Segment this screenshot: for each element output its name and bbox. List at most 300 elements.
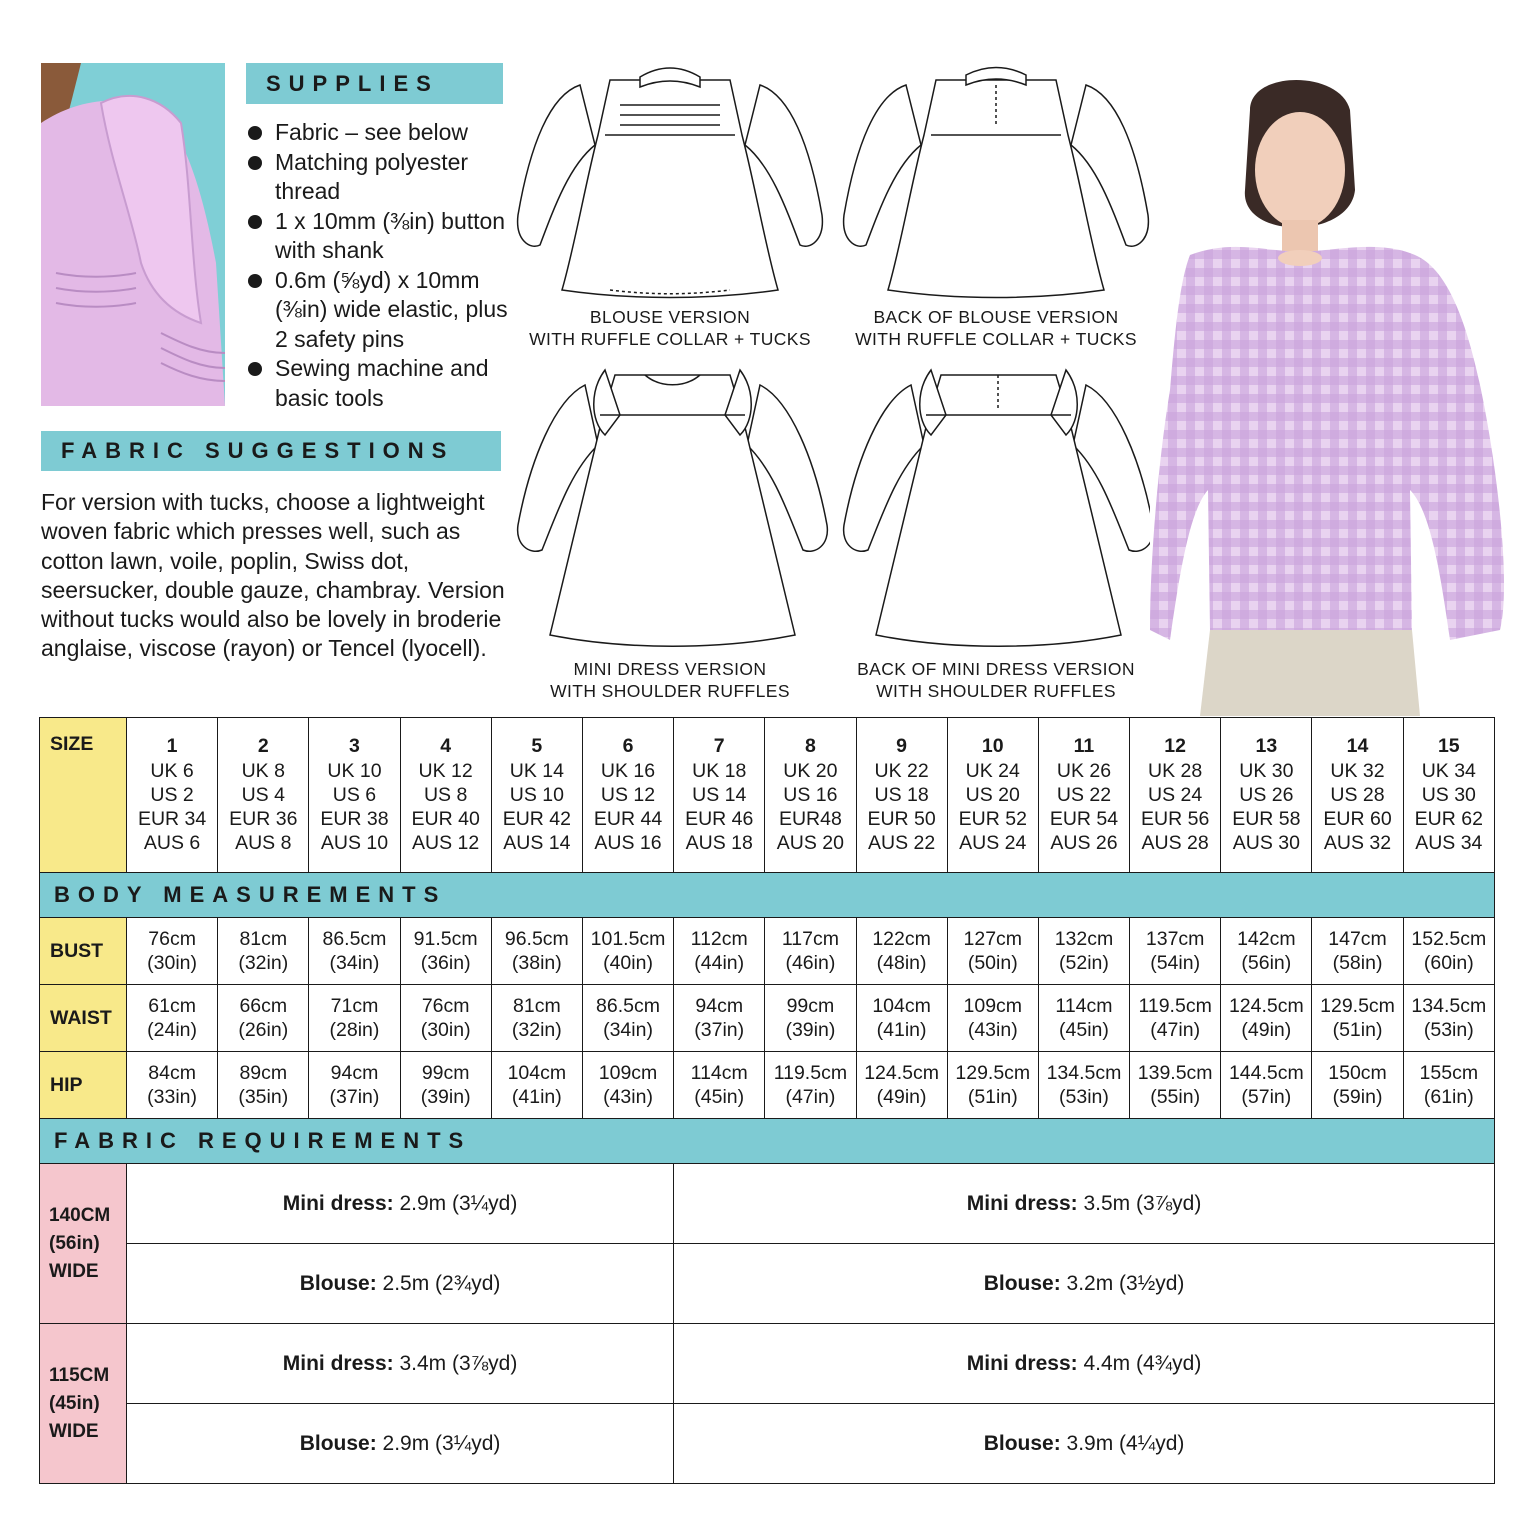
size-us: US 26 [1239,783,1294,806]
requirement-cell [674,1244,1495,1324]
width-label-line: (56in) [49,1232,100,1254]
requirement-label: Blouse: [983,1271,1061,1295]
measurement-cm: 114cm [1055,995,1113,1017]
size-cell [400,718,491,873]
size-eur: EUR 36 [229,808,298,831]
measurement-cell [1221,918,1312,985]
measurement-in: (56in) [1241,952,1292,974]
size-us: US 28 [1330,783,1385,806]
requirement-cell [127,1244,674,1324]
size-us: US 6 [332,783,377,806]
measurement-in: (26in) [238,1019,289,1041]
blouse-back-caption [846,306,1146,350]
measurement-in: (53in) [1423,1019,1474,1041]
measurement-cm: 99cm [421,1062,470,1084]
measurement-cm: 91.5cm [413,928,478,950]
size-uk: UK 14 [509,759,564,782]
size-num: 4 [440,735,452,758]
dress-back-drawing [836,360,1161,660]
width-label-line: WIDE [49,1260,99,1282]
size-cell [1130,718,1221,873]
measurement-in: (47in) [785,1086,836,1108]
size-cell [582,718,673,873]
size-num: 15 [1437,735,1460,758]
measurement-cell [1130,1052,1221,1119]
size-eur: EUR 38 [320,808,389,831]
size-aus: AUS 6 [143,832,201,855]
measurement-cm: 112cm [690,928,748,950]
measurement-cm: 122cm [872,928,931,950]
supplies-heading: SUPPLIES [246,63,503,104]
waist-row [40,985,1495,1052]
size-cell [309,718,400,873]
size-eur: EUR 52 [958,808,1027,831]
size-num: 1 [166,735,178,758]
size-uk: UK 28 [1148,759,1203,782]
measurement-cell [1130,985,1221,1052]
size-aus: AUS 22 [867,832,936,855]
size-cell [765,718,856,873]
measurement-cm: 61cm [148,995,196,1017]
requirement-cell [674,1324,1495,1404]
detail-photo [41,63,225,406]
measurement-cell [1312,985,1403,1052]
size-num: 8 [804,735,816,758]
size-uk: UK 18 [692,759,747,782]
measurement-cm: 81cm [513,995,561,1017]
measurement-cm: 99cm [786,995,835,1017]
measurement-in: (48in) [876,952,927,974]
requirement-value: 3.9m (4¼yd) [1060,1431,1185,1455]
size-cell [674,718,765,873]
size-uk: UK 6 [150,759,194,782]
measurement-in: (24in) [147,1019,198,1041]
requirement-value: 4.4m (4¾yd) [1077,1351,1202,1375]
supply-item: 1 x 10mm (⅜in) button with shank [246,207,516,266]
model-photo [1150,70,1510,716]
size-uk: UK 24 [965,759,1020,782]
size-cell [1221,718,1312,873]
size-num: 6 [622,735,634,758]
measurement-in: (60in) [1423,952,1474,974]
measurement-cm: 127cm [963,928,1023,950]
measurement-cell [218,985,309,1052]
measurement-cm: 119.5cm [1138,995,1212,1017]
measurement-in: (51in) [967,1086,1018,1108]
measurement-cell [1130,918,1221,985]
size-num: 14 [1346,735,1369,758]
size-uk: UK 26 [1056,759,1112,782]
requirement-value: 2.9m (3¼yd) [393,1191,518,1215]
size-cell [127,718,218,873]
measurement-in: (34in) [329,952,380,974]
measurement-cell [218,1052,309,1119]
requirement-label: Mini dress: [282,1351,394,1375]
supply-item: Sewing machine and basic tools [246,354,516,413]
width-label-line: (45in) [49,1392,100,1414]
measurement-cell [400,985,491,1052]
requirement-cell [127,1324,674,1404]
size-cell [218,718,309,873]
size-uk: UK 30 [1239,759,1294,782]
requirement-label: Blouse: [983,1431,1061,1455]
body-measurements-heading: BODY MEASUREMENTS [40,873,1495,918]
size-num: 5 [531,735,543,758]
size-aus: AUS 10 [320,832,389,855]
measurement-cell [947,1052,1038,1119]
measurement-cm: 76cm [421,995,470,1017]
size-cell [1403,718,1494,873]
measurement-in: (43in) [967,1019,1018,1041]
measurement-in: (51in) [1332,1019,1383,1041]
size-us: US 30 [1421,783,1476,806]
measurement-cell [491,918,582,985]
caption-line: WITH RUFFLE COLLAR + TUCKS [529,329,811,349]
measurement-in: (30in) [147,952,198,974]
size-aus: AUS 18 [685,832,753,855]
supply-item: Fabric – see below [246,118,516,148]
measurement-cell [947,918,1038,985]
measurement-cell [309,1052,400,1119]
caption-line: BLOUSE VERSION [589,307,751,327]
requirement-row [40,1244,1495,1324]
size-aus: AUS 26 [1050,832,1118,855]
measurement-cell [674,918,765,985]
measurement-in: (58in) [1332,952,1383,974]
measurement-cm: 86.5cm [322,928,387,950]
supply-item: Matching polyester thread [246,148,516,207]
measurement-cm: 114cm [690,1062,748,1084]
requirement-label: Blouse: [299,1271,377,1295]
measurement-in: (30in) [420,1019,471,1041]
blouse-back-drawing [836,65,1156,310]
measurement-in: (37in) [694,1019,745,1041]
measurement-cell [1038,918,1129,985]
requirement-cell [674,1404,1495,1484]
measurement-in: (36in) [420,952,471,974]
measurement-cell [1403,1052,1494,1119]
requirement-value: 3.4m (3⅞yd) [393,1351,518,1375]
caption-line: WITH SHOULDER RUFFLES [876,681,1116,701]
measurement-in: (35in) [238,1086,289,1108]
measurement-cm: 94cm [695,995,744,1017]
size-num: 13 [1255,735,1278,758]
size-us: US 14 [692,783,747,806]
size-eur: EUR 60 [1323,808,1392,831]
measurement-in: (45in) [694,1086,745,1108]
requirement-value: 2.5m (2¾yd) [376,1271,501,1295]
size-uk: UK 8 [241,759,285,782]
measurement-in: (59in) [1332,1086,1383,1108]
fabric-suggestions-text: For version with tucks, choose a lightweight woven fabric which presses well, such as cotton lawn, voile, poplin, Swiss dot, seersucker, double gauze, chambray. Version without tucks would also be lovely in broderie anglaise, viscose (rayon) or Tencel (lyocell). [41,489,505,662]
size-num: 7 [713,735,725,758]
measurement-in: (54in) [1150,952,1201,974]
size-cell [856,718,947,873]
size-us: US 20 [965,783,1020,806]
size-aus: AUS 34 [1415,832,1483,855]
measurement-in: (33in) [147,1086,198,1108]
measurement-cell [1312,1052,1403,1119]
size-aus: AUS 14 [503,832,571,855]
measurement-in: (61in) [1423,1086,1474,1108]
measurement-in: (49in) [876,1086,927,1108]
detail-photo-image [41,63,225,406]
measurement-in: (57in) [1241,1086,1292,1108]
measurement-cell [765,985,856,1052]
size-eur: EUR 34 [137,808,207,831]
measurement-cm: 152.5cm [1411,928,1487,950]
measurement-cell [127,985,218,1052]
size-chart [39,717,1495,1484]
blouse-front-drawing [510,65,830,310]
measurement-cell [674,985,765,1052]
requirement-value: 3.5m (3⅞yd) [1077,1191,1202,1215]
measurement-cell [400,1052,491,1119]
size-cell [491,718,582,873]
size-us: US 2 [150,783,194,806]
measurement-cell [1403,918,1494,985]
caption-line: MINI DRESS VERSION [573,659,767,679]
width-label-140 [40,1164,127,1324]
requirement-label: Blouse: [299,1431,377,1455]
measurement-cell [582,985,673,1052]
size-aus: AUS 16 [594,832,662,855]
measurement-cm: 147cm [1328,928,1387,950]
measurement-cm: 144.5cm [1228,1062,1304,1084]
size-us: US 10 [509,783,564,806]
measurement-cm: 86.5cm [596,995,660,1017]
measurement-in: (43in) [603,1086,653,1108]
measurement-in: (34in) [603,1019,653,1041]
measurement-cm: 109cm [963,995,1023,1017]
measurement-cm: 150cm [1328,1062,1387,1084]
measurement-in: (37in) [329,1086,380,1108]
measurement-in: (39in) [420,1086,471,1108]
measurement-cm: 84cm [148,1062,196,1084]
size-uk: UK 34 [1421,759,1476,782]
supply-item: 0.6m (⅝yd) x 10mm (⅜in) wide elastic, plus 2 safety pins [246,266,516,355]
size-eur: EUR 44 [593,808,663,831]
measurement-cell [127,1052,218,1119]
measurement-in: (44in) [694,952,745,974]
measurement-cm: 134.5cm [1046,1062,1122,1084]
measurement-cm: 117cm [781,928,839,950]
body-measurements-heading-row [40,873,1495,918]
measurement-in: (50in) [967,952,1018,974]
size-eur: EUR 62 [1414,808,1483,831]
size-eur: EUR 54 [1049,808,1119,831]
measurement-cm: 129.5cm [1320,995,1395,1017]
measurement-in: (45in) [1059,1019,1109,1041]
measurement-in: (39in) [785,1019,836,1041]
fabric-requirements-heading-row [40,1119,1495,1164]
measurement-in: (32in) [238,952,289,974]
size-num: 12 [1164,735,1186,758]
measurement-cm: 132cm [1054,928,1114,950]
measurement-cell [765,1052,856,1119]
measurement-in: (52in) [1059,952,1109,974]
measurement-cell [765,918,856,985]
size-us: US 24 [1148,783,1203,806]
measurement-in: (41in) [876,1019,927,1041]
size-aus: AUS 30 [1232,832,1300,855]
requirement-row [40,1164,1495,1244]
measurement-cell [400,918,491,985]
size-eur: EUR 46 [685,808,754,831]
size-aus: AUS 24 [959,832,1027,855]
size-uk: UK 10 [327,759,382,782]
measurement-cm: 81cm [239,928,288,950]
fabric-requirements-heading: FABRIC REQUIREMENTS [40,1119,1495,1164]
measurement-cell [127,918,218,985]
measurement-cm: 134.5cm [1411,995,1487,1017]
bust-label: BUST [40,918,127,985]
size-eur: EUR 40 [411,808,480,831]
measurement-in: (46in) [785,952,836,974]
size-aus: AUS 32 [1323,832,1392,855]
measurement-cell [1221,1052,1312,1119]
measurement-cm: 104cm [507,1062,567,1084]
measurement-cell [582,918,673,985]
requirement-value: 2.9m (3¼yd) [376,1431,501,1455]
size-us: US 12 [600,783,656,806]
size-num: 11 [1073,735,1095,758]
measurement-cell [856,1052,947,1119]
size-eur: EUR 50 [867,808,936,831]
measurement-in: (53in) [1059,1086,1109,1108]
width-label-line: WIDE [49,1420,99,1442]
requirement-cell [674,1164,1495,1244]
measurement-in: (55in) [1150,1086,1201,1108]
measurement-cell [1038,1052,1129,1119]
width-label-115 [40,1324,127,1484]
size-us: US 22 [1056,783,1112,806]
measurement-cm: 76cm [148,928,196,950]
size-us: US 18 [874,783,929,806]
dress-front-caption [520,658,820,702]
requirement-label: Mini dress: [282,1191,394,1215]
measurement-cm: 94cm [330,1062,379,1084]
size-uk: UK 32 [1330,759,1385,782]
measurement-in: (38in) [511,952,562,974]
size-eur: EUR 42 [502,808,571,831]
size-cell [947,718,1038,873]
measurement-cm: 109cm [598,1062,658,1084]
measurement-cm: 89cm [239,1062,288,1084]
size-eur: EUR48 [778,808,842,831]
measurement-in: (47in) [1150,1019,1201,1041]
requirement-row [40,1324,1495,1404]
measurement-cm: 104cm [872,995,931,1017]
caption-line: WITH RUFFLE COLLAR + TUCKS [855,329,1137,349]
measurement-cell [491,1052,582,1119]
measurement-cm: 101.5cm [590,928,666,950]
measurement-cell [1038,985,1129,1052]
measurement-cell [218,918,309,985]
size-us: US 8 [423,783,468,806]
hip-label: HIP [40,1052,127,1119]
waist-label: WAIST [40,985,127,1052]
dress-back-caption [846,658,1146,702]
size-aus: AUS 20 [776,832,844,855]
supplies-list [246,118,516,413]
size-uk: UK 16 [600,759,656,782]
fabric-suggestions-heading: FABRIC SUGGESTIONS [41,431,501,471]
size-aus: AUS 8 [235,832,292,855]
measurement-cell [856,985,947,1052]
size-aus: AUS 12 [412,832,480,855]
size-num: 2 [257,735,269,758]
measurement-cm: 155cm [1419,1062,1479,1084]
measurement-cell [674,1052,765,1119]
size-row [40,718,1495,873]
requirement-cell [127,1164,674,1244]
measurement-cm: 142cm [1237,928,1296,950]
measurement-cell [947,985,1038,1052]
size-uk: UK 12 [418,759,473,782]
size-eur: EUR 58 [1232,808,1301,831]
measurement-cell [1403,985,1494,1052]
measurement-cell [309,985,400,1052]
measurement-in: (28in) [329,1019,380,1041]
measurement-cm: 66cm [239,995,288,1017]
size-aus: AUS 28 [1141,832,1209,855]
measurement-in: (41in) [511,1086,562,1108]
measurement-cm: 139.5cm [1137,1062,1213,1084]
caption-line: BACK OF MINI DRESS VERSION [857,659,1135,679]
measurement-cm: 96.5cm [504,928,569,950]
size-cell [1038,718,1129,873]
size-eur: EUR 56 [1141,808,1210,831]
size-cell [1312,718,1403,873]
measurement-cm: 71cm [330,995,379,1017]
size-num: 3 [349,735,360,758]
hip-row [40,1052,1495,1119]
measurement-cm: 124.5cm [1228,995,1304,1017]
requirement-value: 3.2m (3½yd) [1060,1271,1185,1295]
measurement-cell [1312,918,1403,985]
measurement-cm: 124.5cm [864,1062,939,1084]
caption-line: BACK OF BLOUSE VERSION [873,307,1119,327]
size-num: 10 [981,735,1004,758]
size-us: US 4 [241,783,285,806]
size-uk: UK 22 [874,759,929,782]
width-label-line: 115CM [49,1364,110,1386]
width-label-line: 140CM [49,1204,111,1226]
measurement-cell [856,918,947,985]
measurement-in: (32in) [511,1019,562,1041]
bust-row [40,918,1495,985]
caption-line: WITH SHOULDER RUFFLES [550,681,790,701]
measurement-cm: 137cm [1145,928,1205,950]
measurement-in: (49in) [1241,1019,1292,1041]
measurement-cell [491,985,582,1052]
measurement-in: (40in) [603,952,653,974]
requirement-label: Mini dress: [966,1351,1078,1375]
dress-front-drawing [510,360,835,660]
requirement-cell [127,1404,674,1484]
requirement-row [40,1404,1495,1484]
measurement-cell [582,1052,673,1119]
blouse-front-caption [520,306,820,350]
requirement-label: Mini dress: [966,1191,1078,1215]
measurement-cm: 129.5cm [955,1062,1031,1084]
size-us: US 16 [783,783,838,806]
size-uk: UK 20 [783,759,838,782]
measurement-cell [309,918,400,985]
size-label: SIZE [40,718,127,873]
measurement-cell [1221,985,1312,1052]
